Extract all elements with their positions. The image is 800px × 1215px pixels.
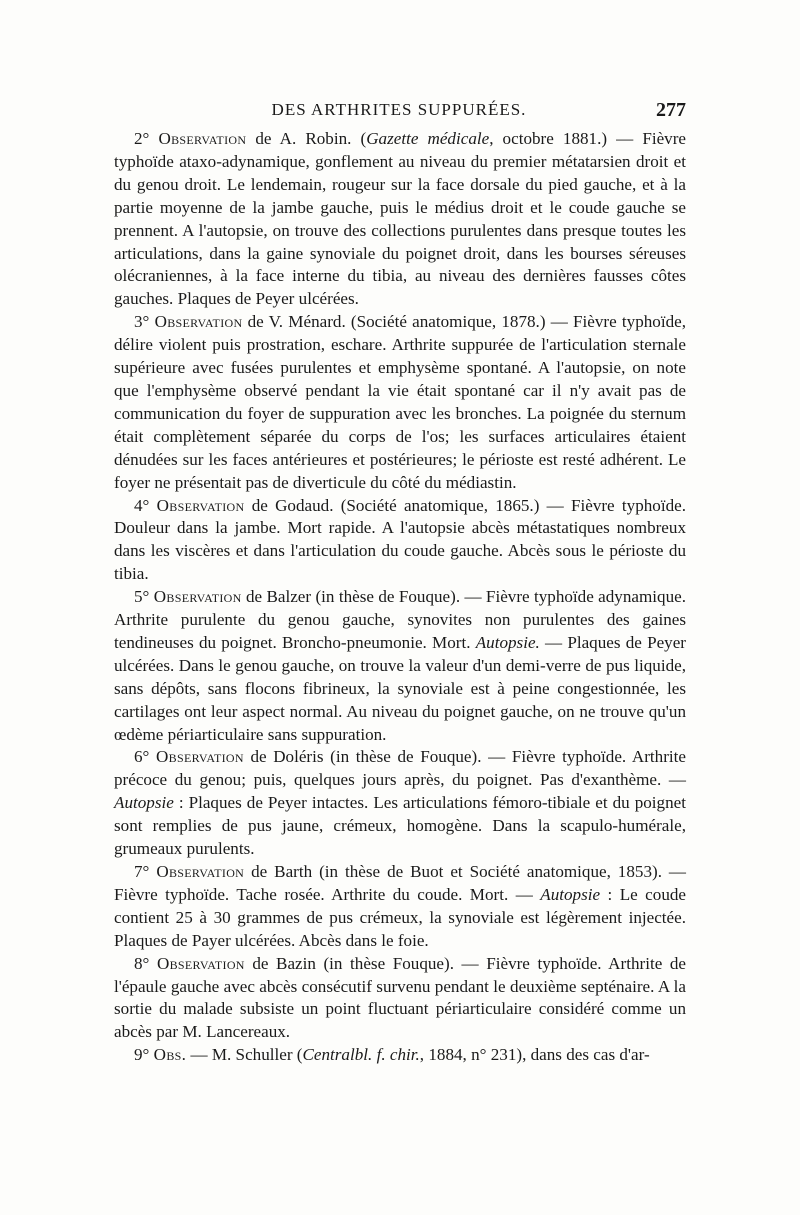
observation-number: 4°	[134, 495, 150, 515]
observation-label: Observation	[153, 587, 242, 607]
observation-text: de Godaud. (Société anatomique, 1865.) — Fièvre typhoïde. Douleur dans la jambe. Mort rapide. A l'autopsie abcès métastatiques nombreux dans les viscères et dans l'articulation du coude gauche. Abcès sous le périoste du tibia.	[114, 495, 686, 584]
observation-number: 3°	[134, 312, 150, 332]
observation-label: Observation	[158, 129, 247, 148]
observation-text: , octobre 1881.) — Fièvre typhoïde ataxo-adynamique, gonflement au niveau du premier métatarsien droit et du genou droit. Le lendemain, rougeur sur la face dorsale du pied gauche, et à la partie moyenne de la jambe gauche, puis le médius droit et le coude gauche se prennent. A l'autopsie, on trouve des collections purulentes dans presque toutes les articulations, dans la gaine synoviale du poignet droit, dans les bourses séreuses olécraniennes, à la face interne du tibia, au niveau des dernières fausses côtes gauches. Plaques de Peyer ulcérées.	[114, 129, 686, 309]
observation-paragraph	[114, 1044, 686, 1067]
observation-label: Obs.	[153, 1045, 187, 1065]
observation-label: Observation	[156, 495, 245, 515]
observation-text: , 1884, n° 231), dans des cas d'ar-	[419, 1045, 650, 1065]
observation-text: de A. Robin. (	[246, 129, 367, 148]
citation-italic: Centralbl. f. chir.	[302, 1045, 420, 1065]
observation-label: Observation	[156, 862, 245, 881]
page-number: 277	[656, 99, 686, 121]
observation-paragraph	[114, 495, 686, 587]
observation-paragraph	[114, 953, 686, 1045]
observation-text: — Plaques de Peyer ulcérées. Dans le genou gauche, on trouve la valeur d'un demi-verre de pus liquide, sans dépôts, sans flocons fibrineux, la synoviale est à peine congestionnée, les cartilages ont leur aspect normal. Au niveau du poignet gauche, on ne trouve qu'un œdème périarticulaire sans suppuration.	[114, 632, 686, 744]
autopsie-italic: Autopsie	[540, 884, 601, 904]
observation-text: : Le coude contient 25 à 30 grammes de pus crémeux, la synoviale est légèrement injectée. Plaques de Payer ulcérées. Abcès dans le foie.	[114, 884, 686, 950]
observation-paragraph	[114, 128, 686, 311]
observation-number: 7°	[134, 862, 150, 881]
observation-text: de Barth (in thèse de Buot et Société anatomique, 1853). — Fièvre typhoïde. Tache rosée. Arthrite du coude. Mort. —	[114, 862, 686, 904]
running-header	[112, 96, 686, 126]
running-title: DES ARTHRITES SUPPURÉES.	[271, 100, 527, 119]
observation-number: 2°	[134, 129, 150, 148]
observation-paragraph	[114, 746, 686, 861]
observation-label: Observation	[156, 747, 244, 767]
observation-paragraph	[114, 586, 686, 746]
observation-text: de Bazin (in thèse Fouque). — Fièvre typhoïde. Arthrite de l'épaule gauche avec abcès consécutif survenu pendant le deuxième septénaire. A la sortie du malade subsiste un point fluctuant périarticulaire considéré comme un abcès par M. Lancereaux.	[114, 953, 686, 1042]
autopsie-italic: Autopsie.	[475, 632, 540, 652]
observation-text: de Doléris (in thèse de Fouque). — Fièvre typhoïde. Arthrite précoce du genou; puis, quelques jours après, du poignet. Pas d'exanthème. —	[114, 747, 686, 790]
observation-text: de Balzer (in thèse de Fouque). — Fièvre typhoïde adynamique. Arthrite purulente du genou gauche, synovites non purulentes des gaines tendineuses du poignet. Broncho-pneumonie. Mort.	[114, 587, 686, 652]
observation-number: 9°	[134, 1045, 150, 1065]
observation-number: 8°	[134, 953, 150, 973]
body-text	[114, 128, 686, 1067]
observation-paragraph	[114, 861, 686, 953]
observation-label: Observation	[156, 953, 245, 973]
citation-italic: Gazette médicale	[366, 129, 490, 148]
observation-paragraph	[114, 311, 686, 494]
observation-text: de V. Ménard. (Société anatomique, 1878.) — Fièvre typhoïde, délire violent puis prostration, eschare. Arthrite suppurée de l'articulation sternale supérieure avec fusées purulentes et emphysème spontané. A l'autopsie, on note que l'emphysème observé pendant la vie était spontané car il n'y avait pas de communication du foyer de suppuration avec les bronches. La poignée du sternum était complètement séparée du corps de l'os; les surfaces articulaires étaient dénudées sur les faces antérieures et postérieures; le périoste est resté adhérent. Le foyer ne présentait pas de diverticule du côté du médiastin.	[114, 312, 686, 492]
observation-text: — M. Schuller (	[186, 1045, 303, 1065]
autopsie-italic: Autopsie	[114, 793, 174, 813]
observation-number: 5°	[134, 587, 150, 607]
observation-text: : Plaques de Peyer intactes. Les articulations fémoro-tibiale et du poignet sont remplies de pus jaune, crémeux, homogène. Dans la scapulo-humérale, grumeaux purulents.	[114, 793, 686, 859]
observation-number: 6°	[134, 747, 150, 767]
observation-label: Observation	[154, 312, 243, 332]
